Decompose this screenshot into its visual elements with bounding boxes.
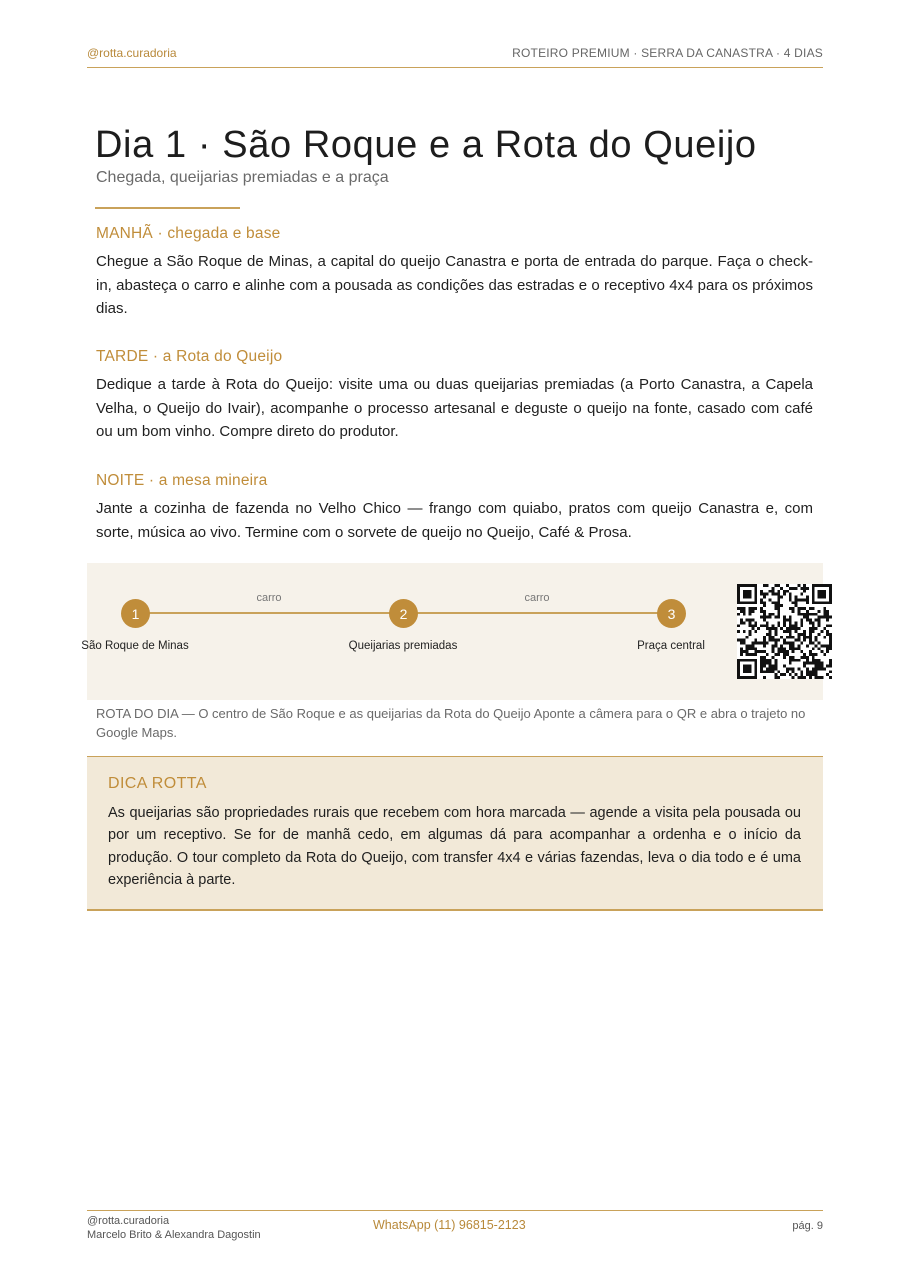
route-stop-label: Praça central [637, 640, 705, 652]
route-map [81, 563, 823, 700]
route-leg-line [403, 612, 671, 614]
section-text: Dedique a tarde à Rota do Queijo: visite uma ou duas queijarias premiadas (a Porto Canastra, a Capela Velha, o Queijo do Ivair), acompanhe o processo artesanal e deguste o queijo na fonte, casado com café ou um bom vinho. Compre direto do produtor. [96, 376, 813, 440]
route-leg-line [135, 612, 403, 614]
qr-code-icon[interactable] [737, 584, 832, 679]
section-morning [96, 225, 813, 321]
route-stop-marker: 3 [657, 599, 686, 628]
whatsapp-link[interactable]: WhatsApp (11) 96815-2123 [373, 1218, 526, 1232]
tip-box [87, 756, 823, 911]
header-doc-title: ROTEIRO PREMIUM · SERRA DA CANASTRA · 4 DIAS [512, 46, 823, 60]
page-header [87, 46, 823, 68]
route-stop-label: Queijarias premiadas [348, 640, 458, 652]
section-afternoon [96, 348, 813, 444]
section-text: Chegue a São Roque de Minas, a capital do queijo Canastra e porta de entrada do parque. Faça o check-in, abasteça o carro e alinhe com a pousada as condições das estradas e o receptivo 4x4 para os próximos dias. [96, 253, 813, 317]
route-stop-marker: 1 [121, 599, 150, 628]
route-leg-mode: carro [524, 592, 550, 604]
section-heading: NOITE · a mesa mineira [96, 472, 268, 489]
section-text: Jante a cozinha de fazenda no Velho Chico — frango com quiabo, pratos com queijo Canastra e, com sorte, música ao vivo. Termine com o sorvete de queijo no Queijo, Café & Prosa. [96, 500, 813, 541]
page-title: Dia 1 · São Roque e a Rota do Queijo [95, 124, 757, 166]
section-heading: MANHÃ · chegada e base [96, 225, 281, 242]
tip-text: As queijarias são propriedades rurais que recebem com hora marcada — agende a visita pela pousada ou por um receptivo. Se for de manhã cedo, em algumas dá para acompanhar a ordenha e o início da produção. O tour completo da Rota do Queijo, com transfer 4x4 e várias fazendas, leva o dia todo e é uma experiência à parte. [108, 805, 801, 888]
tip-heading: DICA ROTTA [108, 775, 207, 792]
route-stop-marker: 2 [389, 599, 418, 628]
title-divider [95, 207, 240, 209]
route-leg-mode: carro [256, 592, 282, 604]
page-subtitle: Chegada, queijarias premiadas e a praça [96, 169, 389, 186]
section-night [96, 472, 813, 544]
header-handle: @rotta.curadoria [87, 46, 177, 60]
footer-credits [87, 1214, 261, 1242]
footer-authors: Marcelo Brito & Alexandra Dagostin [87, 1229, 261, 1241]
section-heading: TARDE · a Rota do Queijo [96, 348, 283, 365]
page-number: pág. 9 [792, 1220, 823, 1232]
page-footer [87, 1210, 823, 1250]
route-stop-label: São Roque de Minas [81, 640, 189, 652]
route-caption: ROTA DO DIA — O centro de São Roque e as queijarias da Rota do Queijo Aponte a câmera para o QR e abra o trajeto no Google Maps. [96, 706, 806, 740]
footer-handle: @rotta.curadoria [87, 1215, 170, 1227]
